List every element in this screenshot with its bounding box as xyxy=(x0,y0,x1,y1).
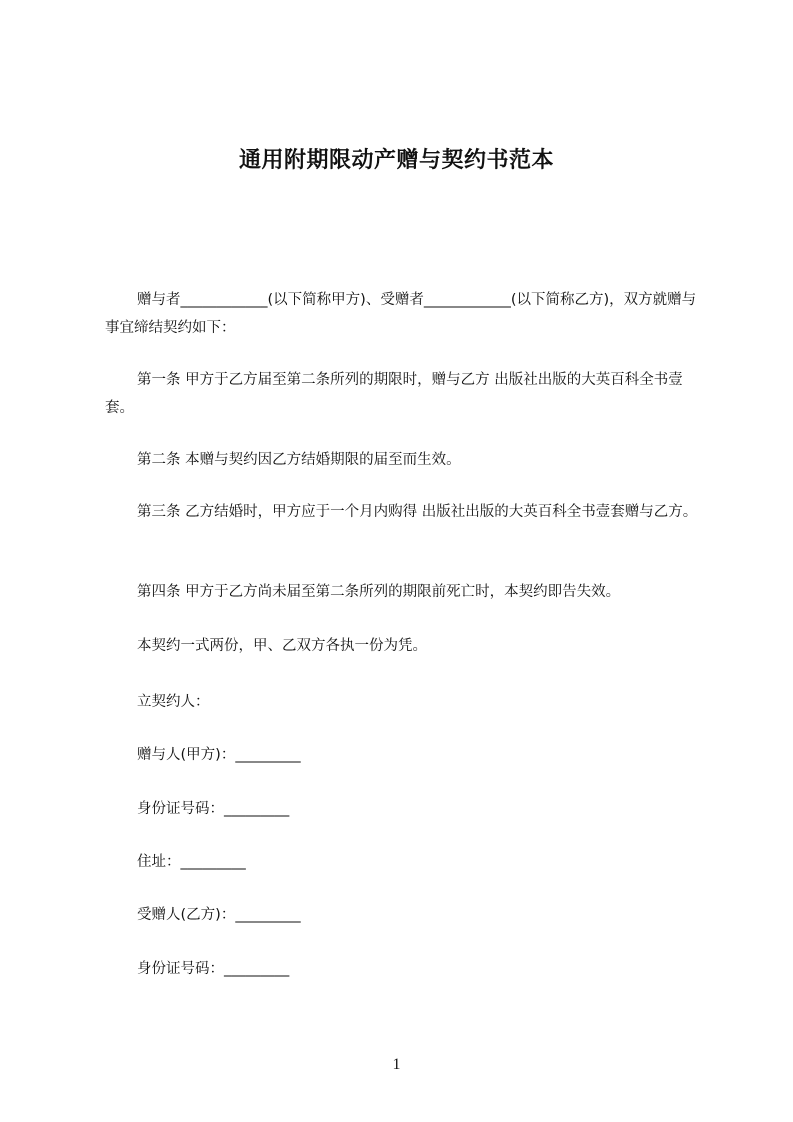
page-number: 1 xyxy=(392,1056,401,1073)
donor-field: 赠与人(甲方)：_________ xyxy=(137,747,301,763)
intro-paragraph: 赠与者____________(以下简称甲方)、受赠者____________(以下简称乙方)，双方就赠与事宜缔结契约如下： xyxy=(105,292,697,336)
article-1: 第一条 甲方于乙方届至第二条所列的期限时，赠与乙方 出版社出版的大英百科全书壹套。 xyxy=(105,372,683,416)
article-2: 第二条 本赠与契约因乙方结婚期限的届至而生效。 xyxy=(137,452,461,468)
donee-id-field: 身份证号码：_________ xyxy=(137,961,290,977)
copies-clause: 本契约一式两份，甲、乙双方各执一份为凭。 xyxy=(137,638,427,654)
document-title: 通用附期限动产赠与契约书范本 xyxy=(238,148,554,173)
signatories-label: 立契约人： xyxy=(137,694,210,710)
article-3: 第三条 乙方结婚时，甲方应于一个月内购得 出版社出版的大英百科全书壹套赠与乙方。 xyxy=(137,504,698,520)
article-4: 第四条 甲方于乙方尚未届至第二条所列的期限前死亡时，本契约即告失效。 xyxy=(137,584,621,600)
donee-field: 受赠人(乙方)：_________ xyxy=(137,907,301,923)
donor-address-field: 住址：_________ xyxy=(137,854,246,870)
donor-id-field: 身份证号码：_________ xyxy=(137,801,290,817)
